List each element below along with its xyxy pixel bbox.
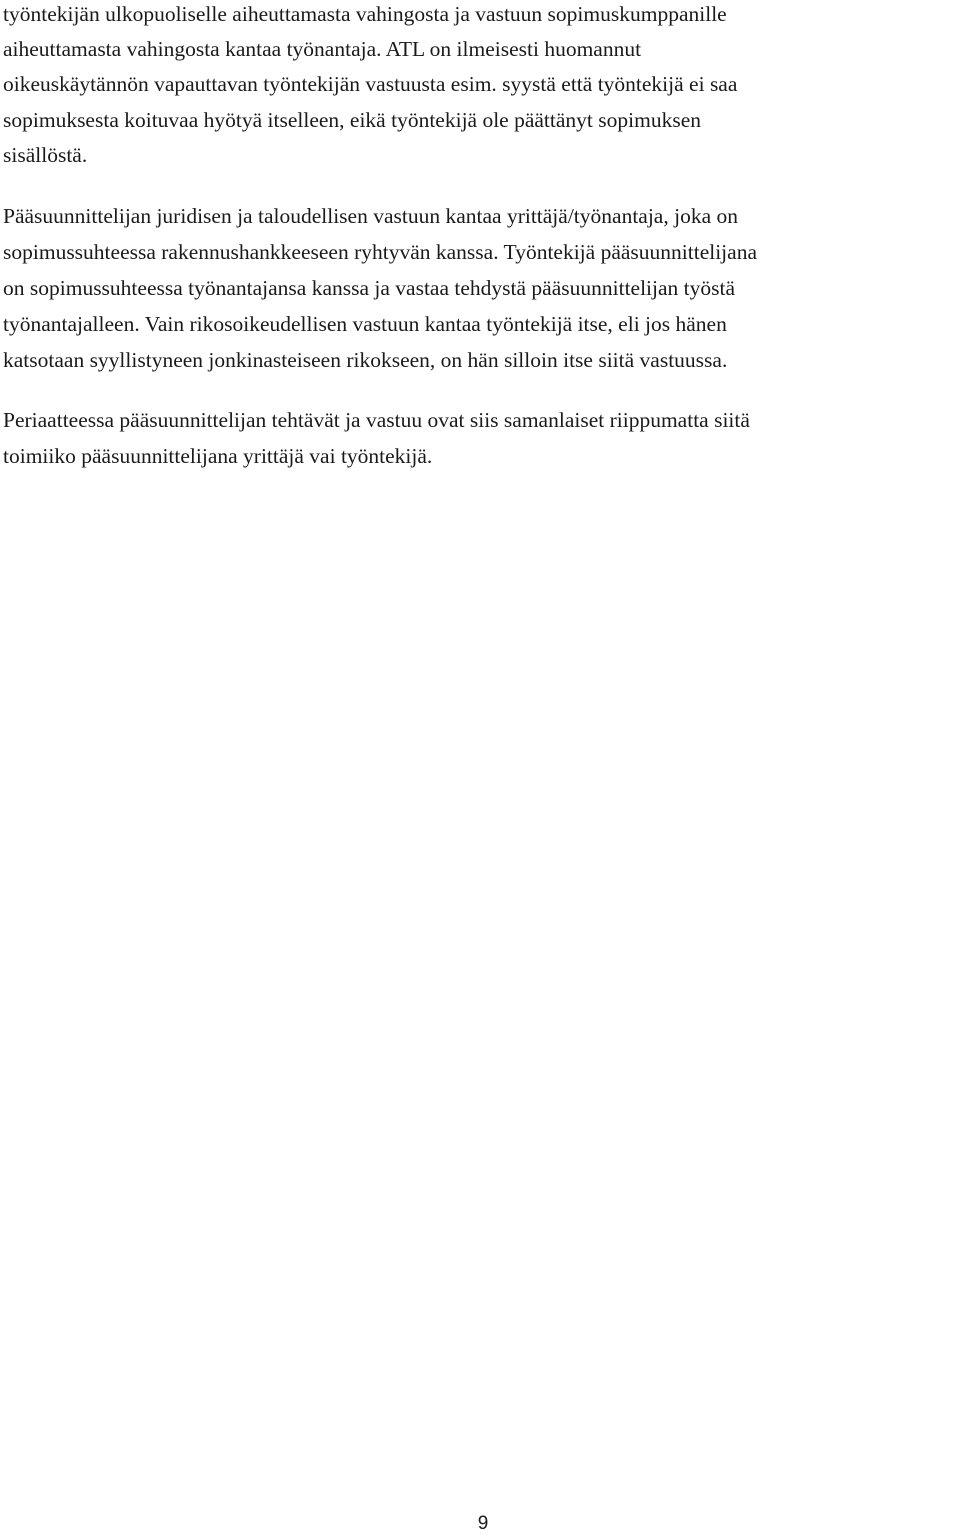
text-line: Pääsuunnittelijan juridisen ja taloudellisen vastuun kantaa yrittäjä/työnantaja, joka on (3, 204, 738, 228)
text-line: työntekijän ulkopuoliselle aiheuttamasta vahingosta ja vastuun sopimuskumppanille (3, 2, 727, 26)
text-line: sopimuksesta koituvaa hyötyä itselleen, eikä työntekijä ole päättänyt sopimuksen (3, 108, 701, 132)
text-line: sisällöstä. (3, 143, 88, 167)
text-line: katsotaan syyllistyneen jonkinasteiseen rikokseen, on hän silloin itse siitä vastuussa. (3, 348, 728, 372)
text-line: työnantajalleen. Vain rikosoikeudellisen vastuun kantaa työntekijä itse, eli jos hänen (3, 312, 727, 336)
text-line: toimiiko pääsuunnittelijana yrittäjä vai työntekijä. (3, 444, 433, 468)
text-line: oikeuskäytännön vapauttavan työntekijän vastuusta esim. syystä että työntekijä ei saa (3, 72, 738, 96)
text-line: sopimussuhteessa rakennushankkeeseen ryhtyvän kanssa. Työntekijä pääsuunnittelijana (3, 240, 757, 264)
text-line: Periaatteessa pääsuunnittelijan tehtävät ja vastuu ovat siis samanlaiset riippumatta siitä (3, 408, 750, 432)
text-line: on sopimussuhteessa työnantajansa kanssa ja vastaa tehdystä pääsuunnittelijan työstä (3, 276, 736, 300)
text-line: aiheuttamasta vahingosta kantaa työnantaja. ATL on ilmeisesti huomannut (3, 37, 642, 61)
page-number: 9 (477, 1513, 489, 1534)
